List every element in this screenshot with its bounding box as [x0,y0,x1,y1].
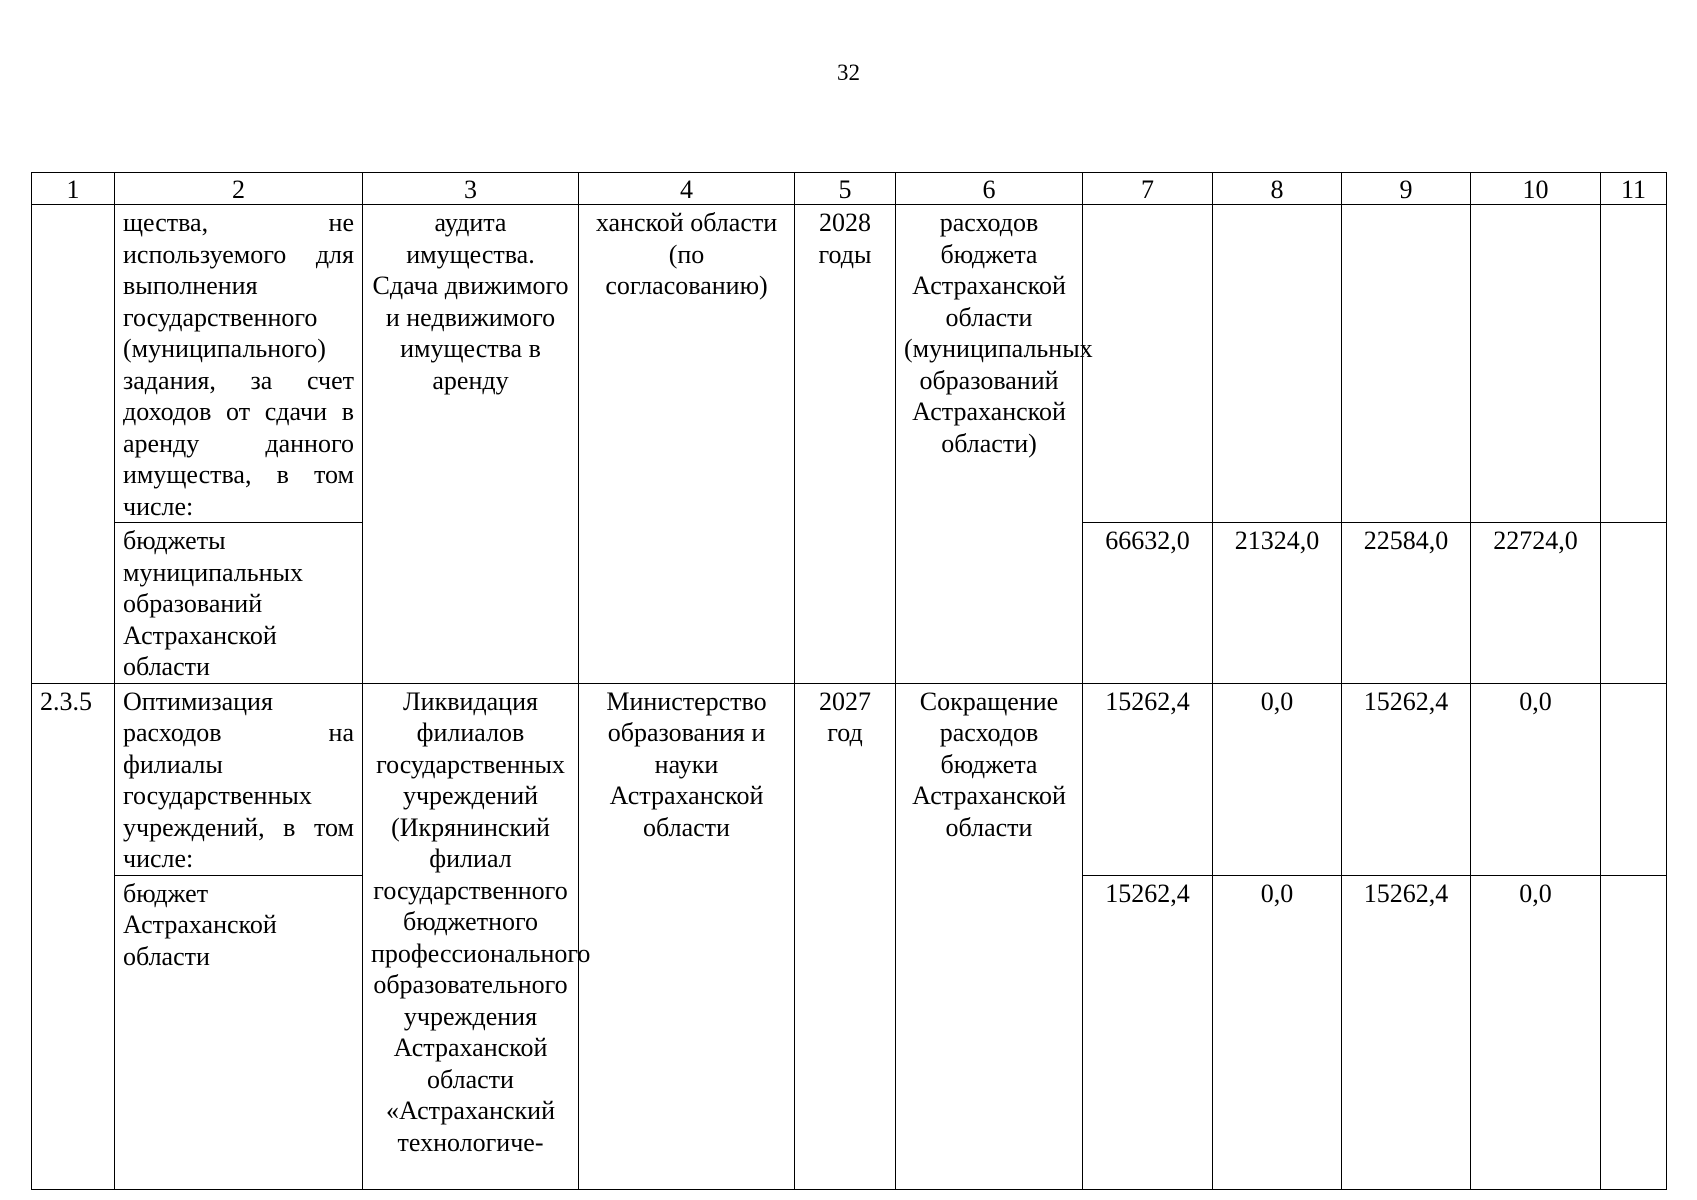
value-cell: 15262,4 [1342,875,1471,1189]
value-cell: 0,0 [1471,683,1601,875]
value-cell: 15262,4 [1083,875,1213,1189]
page-number: 32 [837,60,860,85]
header-cell: 6 [896,173,1083,205]
value-cell: 0,0 [1471,875,1601,1189]
result-cell: расходов бюджета Астраханской области (муниципальных образований Астраханской области) [896,205,1083,684]
period-cell: 2027 год [795,683,896,1189]
header-cell: 11 [1601,173,1667,205]
header-cell: 10 [1471,173,1601,205]
value-cell [1601,875,1667,1189]
value-cell [1342,205,1471,523]
result-cell: Сокращение расходов бюджета Астраханской области [896,683,1083,1189]
value-cell [1601,205,1667,523]
table-row [32,205,1667,523]
value-cell: 0,0 [1213,683,1342,875]
content-cell: Ликвидация филиалов государственных учреждений (Икрянинский филиал государственного бюджетного профессионального образовательного учреждения Астраханской области «Астраханский технологиче- [363,683,579,1189]
measure-cell: щества, не используемого для выполнения государственного (муниципального) задания, за счет доходов от сдачи в аренду данного имущества, в том числе: [115,205,363,523]
header-cell: 2 [115,173,363,205]
value-cell [1471,205,1601,523]
content-cell: аудита имущества. Сдача движимого и недвижимого имущества в аренду [363,205,579,684]
measure-sub-cell: бюджет Астраханской области [115,875,363,1189]
header-cell: 5 [795,173,896,205]
value-cell [1601,523,1667,684]
header-cell: 1 [32,173,115,205]
value-cell: 66632,0 [1083,523,1213,684]
code-cell: 2.3.5 [32,683,115,1189]
value-cell: 0,0 [1213,875,1342,1189]
header-cell: 3 [363,173,579,205]
budget-table [31,172,1667,1190]
value-cell: 22724,0 [1471,523,1601,684]
table-row [32,683,1667,875]
value-cell: 21324,0 [1213,523,1342,684]
header-cell: 7 [1083,173,1213,205]
value-cell: 22584,0 [1342,523,1471,684]
value-cell [1083,205,1213,523]
value-cell [1601,683,1667,875]
value-cell: 15262,4 [1342,683,1471,875]
value-cell: 15262,4 [1083,683,1213,875]
header-cell: 9 [1342,173,1471,205]
measure-sub-cell: бюджеты муниципальных образований Астраханской области [115,523,363,684]
period-cell: 2028 годы [795,205,896,684]
measure-cell: Оптимизация расходов на филиалы государственных учреждений, в том числе: [115,683,363,875]
executor-cell: Министерство образования и науки Астраханской области [579,683,795,1189]
value-cell [1213,205,1342,523]
header-cell: 4 [579,173,795,205]
executor-cell: ханской области (по согласованию) [579,205,795,684]
header-cell: 8 [1213,173,1342,205]
code-cell [32,205,115,684]
table-header-row [32,173,1667,205]
